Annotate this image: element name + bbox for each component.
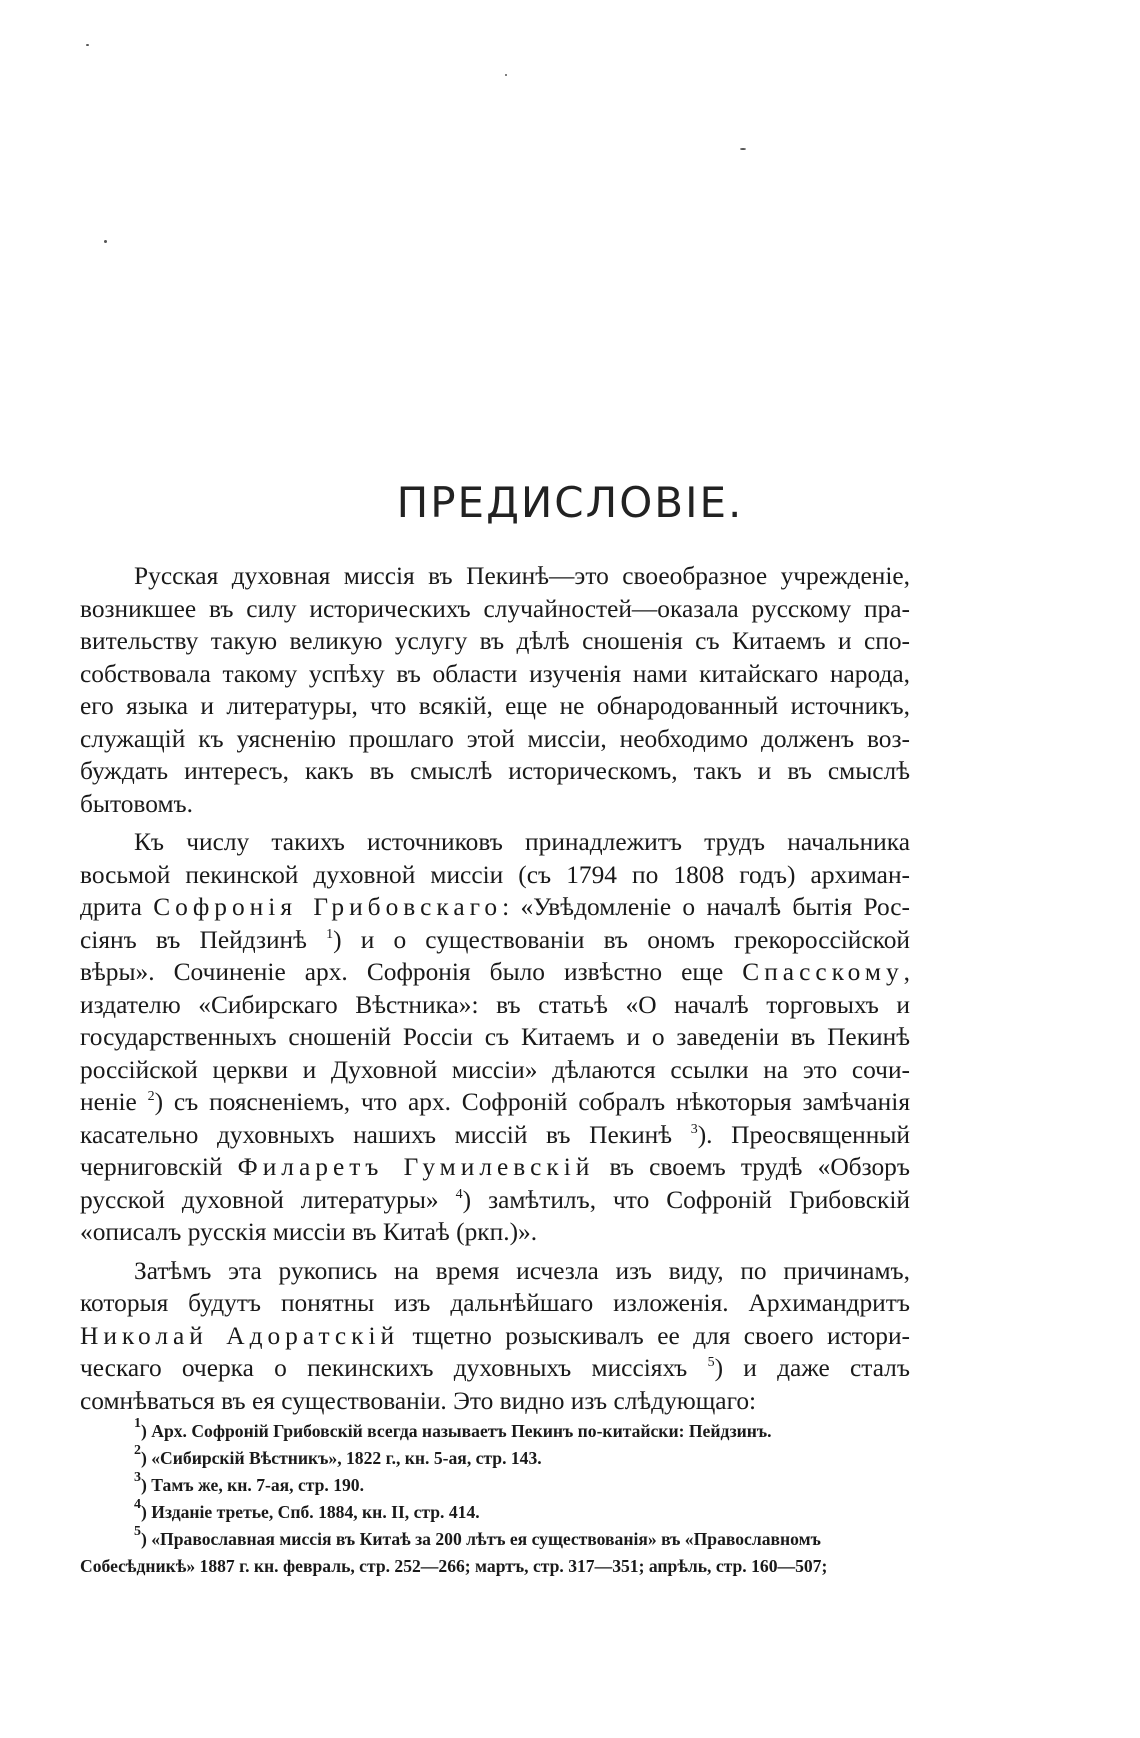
footnote: $^5$) «Православная миссія въ Китаѣ за 200 лѣтъ ея существованія» въ «Православномъ — [134, 1524, 821, 1549]
spaced-name: Софронія Грибовскаго — [153, 893, 503, 921]
footnote: $^3$) Тамъ же, кн. 7-ая, стр. 190. — [134, 1470, 364, 1495]
scan-speck — [505, 74, 507, 76]
text-line: Къ числу такихъ источниковъ принадлежитъ трудъ начальника — [134, 828, 910, 856]
footnote: $^4$) Изданіе третье, Спб. 1884, кн. II, стр. 414. — [134, 1497, 480, 1522]
footnote-ref: 1 — [326, 926, 334, 942]
text-line: буждать интересъ, какъ въ смыслѣ историческомъ, такъ и въ смыслѣ — [80, 757, 910, 785]
footnote-continuation: Собесѣдникѣ» 1887 г. кн. февраль, стр. 252—266; мартъ, стр. 317—351; апрѣль, стр. 160—507; — [80, 1556, 828, 1576]
text-line: вительству такую великую услугу въ дѣлѣ сношенія съ Китаемъ и спо- — [80, 627, 910, 655]
text-line: неніе $^2$) съ поясненіемъ, что арх. Софроній собралъ нѣкоторыя замѣчанія — [80, 1088, 910, 1116]
text-line: Русская духовная миссія въ Пекинѣ—это своеобразное учрежденіе, — [134, 562, 910, 590]
footnote-ref: 3 — [690, 1121, 698, 1137]
spaced-name: Николай Адоратскій — [80, 1321, 400, 1350]
spaced-name: Спасскому — [742, 958, 904, 986]
footnote: $^1$) Арх. Софроній Грибовскій всегда называетъ Пекинъ по-китайски: Пейдзинъ. — [134, 1416, 772, 1441]
page-title: ПРЕДИСЛОВІЕ. — [396, 478, 744, 527]
text-line: черниговскій Филаретъ Гумилевскій въ своемъ трудѣ «Обзоръ — [80, 1153, 910, 1181]
footnote-number: 2 — [134, 1443, 141, 1458]
footnote-ref: 5 — [707, 1355, 715, 1370]
text-line: вѣры». Сочиненіе арх. Софронія было извѣстно еще Спасскому, — [80, 958, 910, 986]
scan-speck — [104, 240, 107, 243]
text-line: «описалъ русскія миссіи въ Китаѣ (ркп.)». — [80, 1218, 538, 1246]
text-line: сомнѣваться въ ея существованіи. Это видно изъ слѣдующаго: — [80, 1386, 757, 1415]
text-line: Затѣмъ эта рукопись на время исчезла изъ виду, по причинамъ, — [134, 1256, 910, 1285]
text-line: служащій къ уясненію прошлаго этой миссіи, необходимо долженъ воз- — [80, 724, 910, 753]
text-line: дрита Софронія Грибовскаго: «Увѣдомленіе о началѣ бытія Рос- — [80, 893, 910, 921]
text-line: возникшее въ силу историческихъ случайностей—оказала русскому пра- — [80, 594, 910, 623]
footnote-number: 5 — [134, 1524, 141, 1539]
text-line: его языка и литературы, что всякій, еще не обнародованный источникъ, — [80, 692, 910, 720]
text-line: русской духовной литературы» $^4$) замѣтилъ, что Софроній Грибовскій — [80, 1185, 911, 1214]
text-line: касательно духовныхъ нашихъ миссій въ Пекинѣ $^3$). Преосвященный — [80, 1120, 910, 1149]
footnote-ref: 2 — [147, 1089, 155, 1104]
text-line: государственныхъ сношеній Россіи съ Китаемъ и о заведеніи въ Пекинѣ — [80, 1023, 910, 1051]
text-line: восьмой пекинской духовной миссіи (съ 1794 по 1808 годъ) архиман- — [80, 860, 910, 889]
text-line: издателю «Сибирскаго Вѣстника»: въ статьѣ «О началѣ торговыхъ и — [80, 990, 910, 1019]
text-line: Николай Адоратскій тщетно розыскивалъ ее для своего истори- — [80, 1321, 911, 1350]
text-line: ческаго очерка о пекинскихъ духовныхъ миссіяхъ $^5$) и даже сталъ — [80, 1354, 910, 1382]
footnote-number: 3 — [134, 1470, 141, 1485]
footnote: $^2$) «Сибирскій Вѣстникъ», 1822 г., кн. 5-ая, стр. 143. — [134, 1443, 542, 1468]
spaced-name: Филаретъ Гумилевскій — [237, 1153, 595, 1181]
body-text — [80, 560, 910, 1417]
scan-speck — [740, 148, 746, 150]
text-line: которыя будутъ понятны изъ дальнѣйшаго изложенія. Архимандритъ — [80, 1289, 910, 1317]
footnote-number: 1 — [134, 1416, 141, 1431]
footnotes — [80, 1418, 910, 1580]
text-line: сіянъ въ Пейдзинѣ $^1$) и о существованіи въ ономъ грекороссійской — [80, 925, 910, 954]
footnote-ref: 4 — [455, 1186, 463, 1202]
text-line: бытовомъ. — [80, 789, 194, 818]
scan-speck — [86, 44, 89, 46]
text-line: россійской церкви и Духовной миссіи» дѣлаются ссылки на это сочи- — [80, 1055, 910, 1084]
footnote-number: 4 — [134, 1497, 141, 1512]
text-line: собствовала такому успѣху въ области изученія нами китайскаго народа, — [80, 659, 910, 688]
